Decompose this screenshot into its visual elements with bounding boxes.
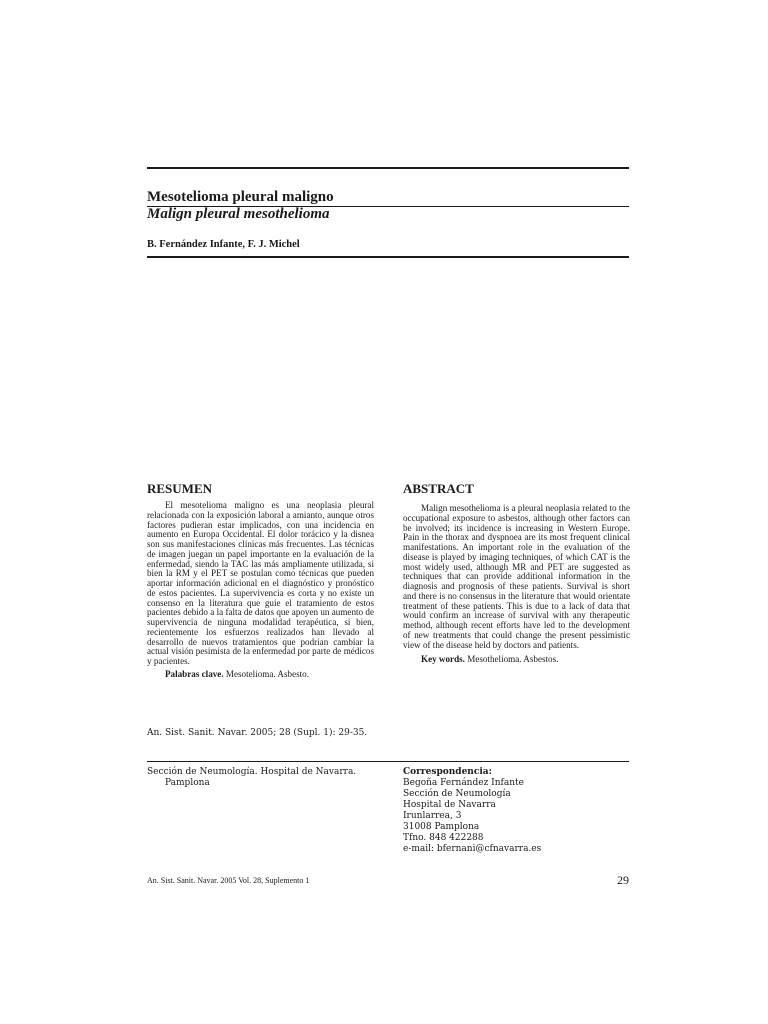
affiliation xyxy=(147,767,374,789)
top-rule xyxy=(147,167,629,169)
resumen-heading: RESUMEN xyxy=(147,481,213,496)
footer-rule xyxy=(147,761,629,762)
page-number: 29 xyxy=(617,873,629,887)
resumen-section xyxy=(147,481,374,680)
keywords-label-en: Key words. xyxy=(421,654,465,665)
resumen-body: El mesotelioma maligno es una neoplasia pleural relacionada con la exposición laboral a amianto, aunque otros factores pudieran estar implicados, con una incidencia en aumento en Europa Occidental. El dolor torácico y la disnea son sus manifestaciones clínicas más frecuentes. Las técnicas de imagen juegan un papel importante en la evaluación de la enfermedad, siendo la TAC las más ampliamente utilizada, si bien la RM y el PET se postulan como técnicas que pueden aportar información adicional en el diagnóstico y pronóstico de estos pacientes. La supervivencia es corta y no existe un consenso en la literatura que guíe el tratamiento de estos pacientes debido a la falta de datos que apoyen un aumento de supervivencia de ninguna modalidad terapéutica, si bien, recientemente los esfuerzos realizados han llevado al desarrollo de nuevos tratamientos que podrían cambiar la actual visión pesimista de la enfermedad por parte de médicos y pacientes. xyxy=(147,500,374,666)
correspondence-phone: Tfno. 848 422288 xyxy=(403,833,484,843)
keywords-en: Mesothelioma. Asbestos. xyxy=(467,654,559,665)
abstract-heading: ABSTRACT xyxy=(403,481,474,496)
abstract-body: Malign mesothelioma is a pleural neoplasia related to the occupational exposure to asbestos, although other factors can be involved; its incidence is increasing in Western Europe. Pain in the thorax and dyspnoea are its most frequent clinical manifestations. An important role in the evaluation of the disease is played by imaging techniques, of which CAT is the most widely used, although MR and PET are suggested as techniques that can provide additional information in the diagnosis and prognosis of these patients. Survival is short and there is no consensus in the literature that would orientate treatment of these patients. This is due to a lack of data that would confirm an increase of survival with any therapeutic method, although recent efforts have led to the development of new treatments that could change the present pessimistic view of the disease held by doctors and patients. xyxy=(403,503,630,650)
citation: An. Sist. Sanit. Navar. 2005; 28 (Supl. 1): 29-35. xyxy=(147,728,368,738)
footer-journal: An. Sist. Sanit. Navar. 2005 Vol. 28, Suplemento 1 xyxy=(147,876,310,885)
keywords-es: Mesotelioma. Asbesto. xyxy=(225,668,309,679)
abstract-keywords xyxy=(403,655,630,665)
correspondence-street: Irunlarrea, 3 xyxy=(403,811,462,821)
correspondence-email[interactable]: e-mail: bfernani@cfnavarra.es xyxy=(403,844,542,854)
affiliation-line2: Pamplona xyxy=(165,778,210,788)
authors: B. Fernández Infante, F. J. Michel xyxy=(147,239,300,250)
abstract-section xyxy=(403,481,630,665)
keywords-label-es: Palabras clave. xyxy=(165,668,224,679)
correspondence-hospital: Hospital de Navarra xyxy=(403,800,496,810)
correspondence-city: 31008 Pamplona xyxy=(403,822,480,832)
authors-rule xyxy=(147,256,629,258)
resumen-keywords xyxy=(147,670,374,680)
correspondence-name: Begoña Fernández Infante xyxy=(403,778,524,788)
title-english: Malign pleural mesothelioma xyxy=(147,206,330,222)
affiliation-line1: Sección de Neumología. Hospital de Navarra. xyxy=(147,767,357,777)
correspondence xyxy=(403,767,629,855)
correspondence-heading: Correspondencia: xyxy=(403,767,492,777)
correspondence-department: Sección de Neumología xyxy=(403,789,511,799)
title-spanish: Mesotelioma pleural maligno xyxy=(147,189,334,205)
